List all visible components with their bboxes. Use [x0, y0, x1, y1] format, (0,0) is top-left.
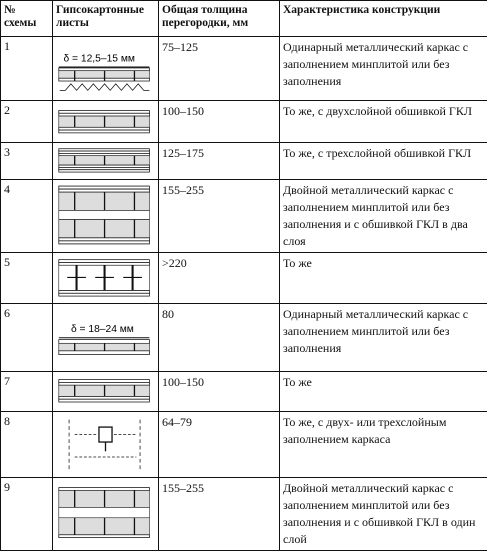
scheme-drawing [53, 100, 159, 142]
thickness-value: 155–255 [159, 179, 280, 252]
scheme-drawing [53, 179, 159, 252]
description-text: То же, с трехслойной обшивкой ГКЛ [280, 143, 487, 180]
header-characteristic: Характеристика конструкции [280, 1, 487, 37]
thickness-value: 155–255 [159, 478, 280, 551]
description-text: То же [280, 372, 487, 412]
thickness-value: 100–150 [159, 372, 280, 412]
scheme-number: 5 [1, 252, 53, 303]
scheme-number: 4 [1, 179, 53, 252]
thickness-value: 80 [159, 303, 280, 372]
scheme-number: 2 [1, 100, 53, 142]
description-text: То же, с двух- или трехслойным заполнением каркаса [280, 411, 487, 478]
dimension-label: δ = 12,5–15 мм [63, 53, 135, 64]
scheme-drawing [53, 372, 159, 412]
scheme-number: 6 [1, 303, 53, 372]
table-row [1, 179, 487, 252]
table-row [1, 478, 487, 551]
description-text: Двойной металлический каркас с заполнением минплитой или без заполнения и с обшивкой ГКЛ в два слоя [280, 179, 487, 252]
thickness-value: 100–150 [159, 100, 280, 142]
thickness-value: 125–175 [159, 143, 280, 180]
description-text: То же [280, 252, 487, 303]
table-row [1, 100, 487, 142]
dimension-label: δ = 18–24 мм [71, 324, 134, 335]
scheme-drawing [53, 411, 159, 478]
scheme-drawing [53, 37, 159, 101]
description-text: Одинарный металлический каркас с заполнением минплитой или без заполнения [280, 37, 487, 101]
thickness-value: >220 [159, 252, 280, 303]
scheme-number: 1 [1, 37, 53, 101]
description-text: Двойной металлический каркас с заполнением минплитой или без заполнения и с обшивкой ГКЛ в один слой [280, 478, 487, 551]
description-text: Одинарный металлический каркас с заполнением минплитой или без заполнения [280, 303, 487, 372]
thickness-value: 75–125 [159, 37, 280, 101]
scheme-drawing [53, 252, 159, 303]
table-row [1, 411, 487, 478]
table-row [1, 252, 487, 303]
scheme-drawing [53, 303, 159, 372]
table-row [1, 303, 487, 372]
header-gkl-sheets: Гипсокартонные листы [53, 1, 159, 37]
scheme-number: 8 [1, 411, 53, 478]
header-row [1, 1, 487, 37]
scheme-drawing [53, 143, 159, 180]
scheme-drawing [53, 478, 159, 551]
scheme-number: 3 [1, 143, 53, 180]
table-row [1, 372, 487, 412]
header-scheme-no: № схемы [1, 1, 53, 37]
header-total-thickness: Общая толщина перегородки, мм [159, 1, 280, 37]
scheme-number: 9 [1, 478, 53, 551]
table-row [1, 143, 487, 180]
thickness-value: 64–79 [159, 411, 280, 478]
description-text: То же, с двухслойной обшивкой ГКЛ [280, 100, 487, 142]
scheme-number: 7 [1, 372, 53, 412]
table-row [1, 37, 487, 101]
